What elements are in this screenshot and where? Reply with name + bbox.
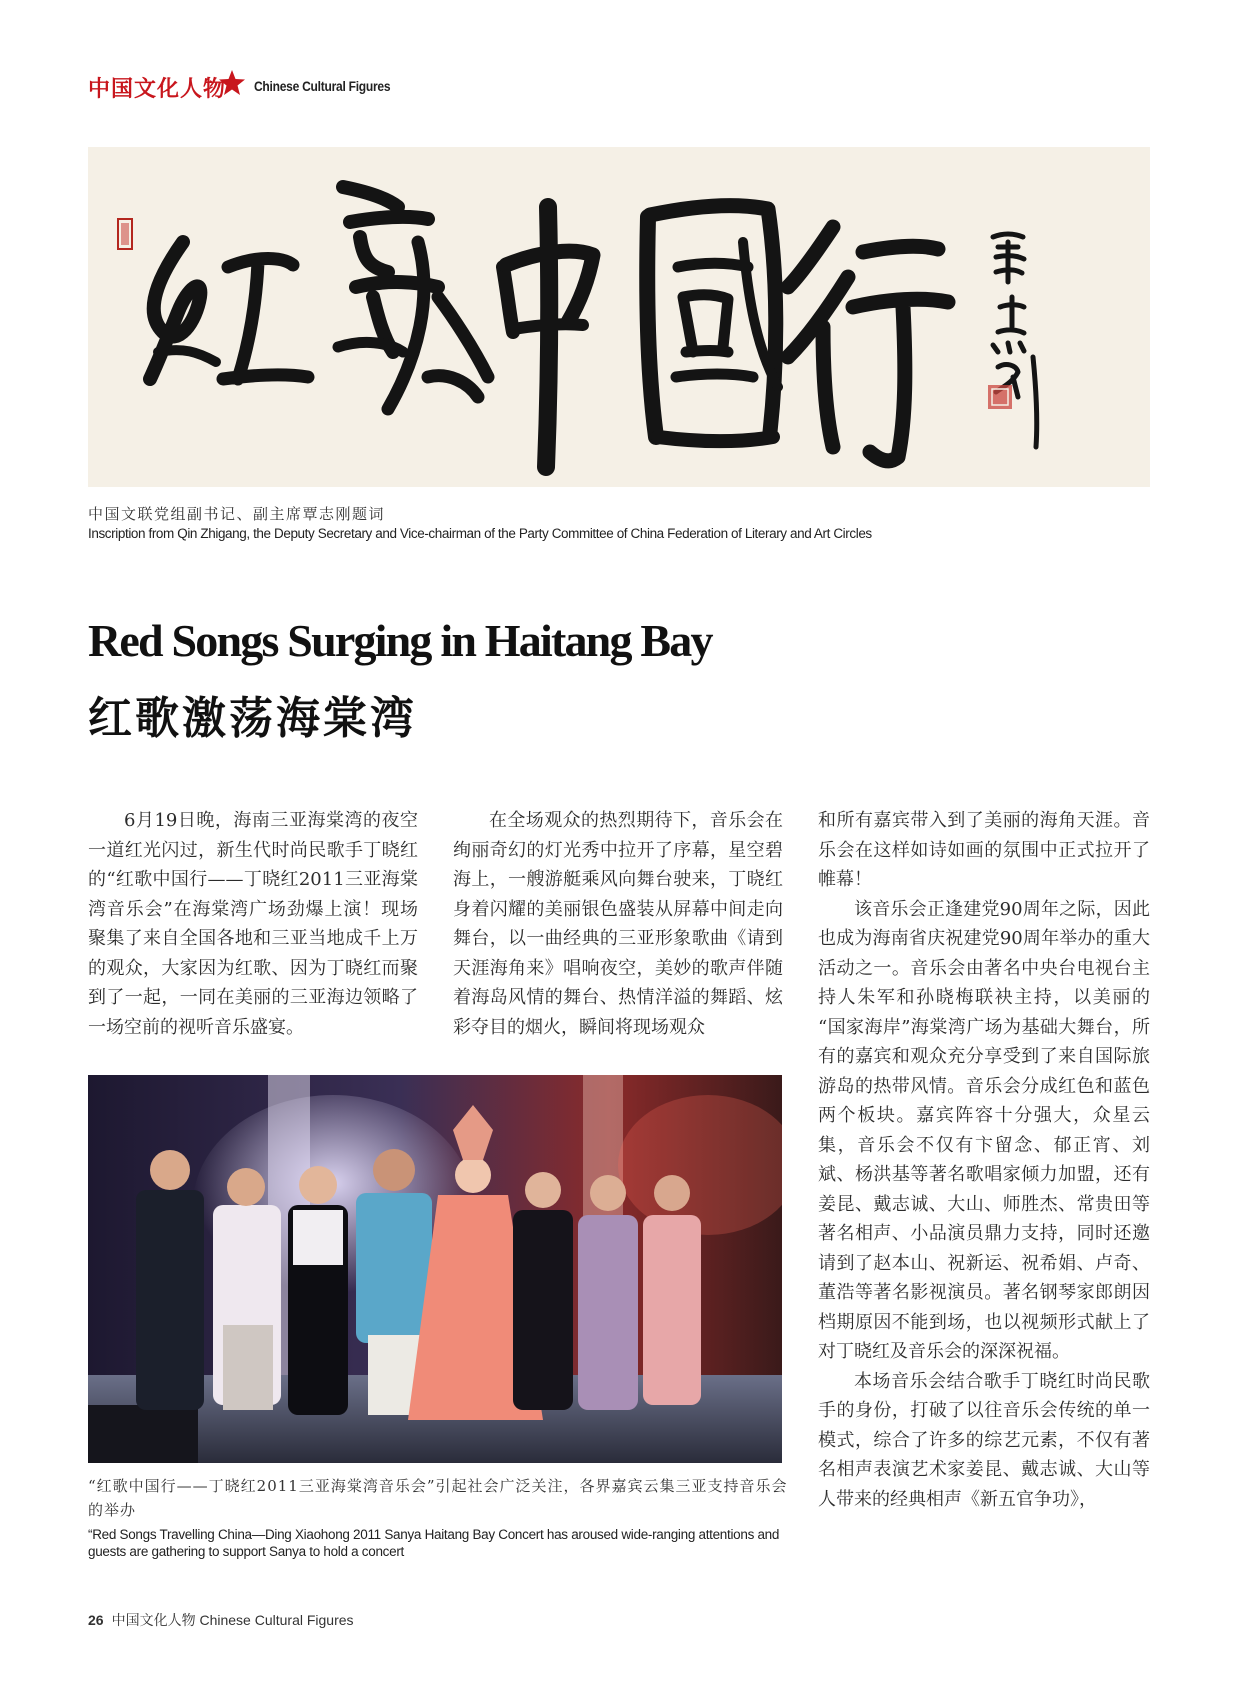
- photo-caption-en: “Red Songs Travelling China—Ding Xiaohong 2011 Sanya Haitang Bay Concert has aroused wide-ranging attentions and guests are gathering to support Sanya to hold a concert: [88, 1527, 780, 1559]
- calligraphy-char-hong: [150, 242, 308, 379]
- concert-photo: [88, 1075, 782, 1463]
- calligraphy-caption-cn: 中国文联党组副书记、副主席覃志刚题词: [88, 505, 386, 523]
- article-column-1: [88, 806, 418, 1042]
- star-icon: [217, 68, 247, 98]
- page-footer: [88, 1610, 354, 1630]
- page-number: 26: [88, 1612, 104, 1628]
- photo-caption-cn: “红歌中国行——丁晓红2011三亚海棠湾音乐会”引起社会广泛关注，各界嘉宾云集三亚支持音乐会的举办: [88, 1477, 788, 1519]
- article-column-2: [453, 806, 783, 1042]
- calligraphy-char-xing: [788, 227, 948, 461]
- calligraphy-caption-en: Inscription from Qin Zhigang, the Deputy Secretary and Vice-chairman of the Party Committee of China Federation of Literary and Art Circles: [88, 526, 872, 541]
- calligraphy-artwork: [88, 147, 1150, 487]
- paragraph: 6月19日晚，海南三亚海棠湾的夜空一道红光闪过，新生代时尚民歌手丁晓红的“红歌中国行——丁晓红2011三亚海棠湾音乐会”在海棠湾广场劲爆上演！现场聚集了来自全国各地和三亚当地成千上万的观众，大家因为红歌、因为丁晓红而聚到了一起，一同在美丽的三亚海边领略了一场空前的视听音乐盛宴。: [88, 810, 418, 1038]
- footer-text: 中国文化人物 Chinese Cultural Figures: [111, 1612, 354, 1628]
- masthead-title-en: Chinese Cultural Figures: [254, 78, 391, 94]
- article-column-3: [818, 806, 1150, 1514]
- concert-photo-artwork: [88, 1075, 782, 1463]
- calligraphy-signature: [993, 234, 1037, 447]
- calligraphy-char-guo: [647, 206, 778, 442]
- paragraph: 在全场观众的热烈期待下，音乐会在绚丽奇幻的灯光秀中拉开了序幕，星空碧海上，一艘游艇乘风向舞台驶来，丁晓红身着闪耀的美丽银色盛装从屏幕中间走向舞台，以一曲经典的三亚形象歌曲《请到天涯海角来》唱响夜空，美妙的歌声伴随着海岛风情的舞台、热情洋溢的舞蹈、炫彩夺目的烟火，瞬间将现场观众: [453, 810, 783, 1038]
- article-title-en: Red Songs Surging in Haitang Bay: [88, 615, 712, 666]
- article-title-cn: 红歌激荡海棠湾: [88, 693, 417, 744]
- paragraph: 该音乐会正逢建党90周年之际，因此也成为海南省庆祝建党90周年举办的重大活动之一。音乐会由著名中央台电视台主持人朱军和孙晓梅联袂主持，以美丽的 “国家海岸”海棠湾广场为基础大舞台，所有的嘉宾和观众充分享受到了来自国际旅游岛的热带风情。音乐会分成红色和蓝色两个板块。嘉宾阵容十分强大，众星云集，音乐会不仅有卞留念、郁正宵、刘斌、杨洪基等著名歌唱家倾力加盟，还有姜昆、戴志诚、大山、师胜杰、常贵田等著名相声、小品演员鼎力支持，同时还邀请到了赵本山、祝新运、祝希娟、卢奇、董浩等著名影视演员。著名钢琴家郎朗因档期原因不能到场，也以视频形式献上了对丁晓红及音乐会的深深祝福。: [818, 898, 1150, 1362]
- calligraphy-char-ge: [338, 187, 488, 409]
- paragraph-continued: 和所有嘉宾带入到了美丽的海角天涯。音乐会在这样如诗如画的氛围中正式拉开了帷幕！: [818, 810, 1150, 890]
- calligraphy-char-zhong: [503, 207, 593, 467]
- masthead-title-cn: 中国文化人物: [88, 76, 227, 102]
- paragraph: 本场音乐会结合歌手丁晓红时尚民歌手的身份，打破了以往音乐会传统的单一模式，综合了许多的综艺元素，不仅有著名相声表演艺术家姜昆、戴志诚、大山等人带来的经典相声《新五官争功》，: [818, 1370, 1150, 1510]
- calligraphy-panel: [88, 147, 1150, 487]
